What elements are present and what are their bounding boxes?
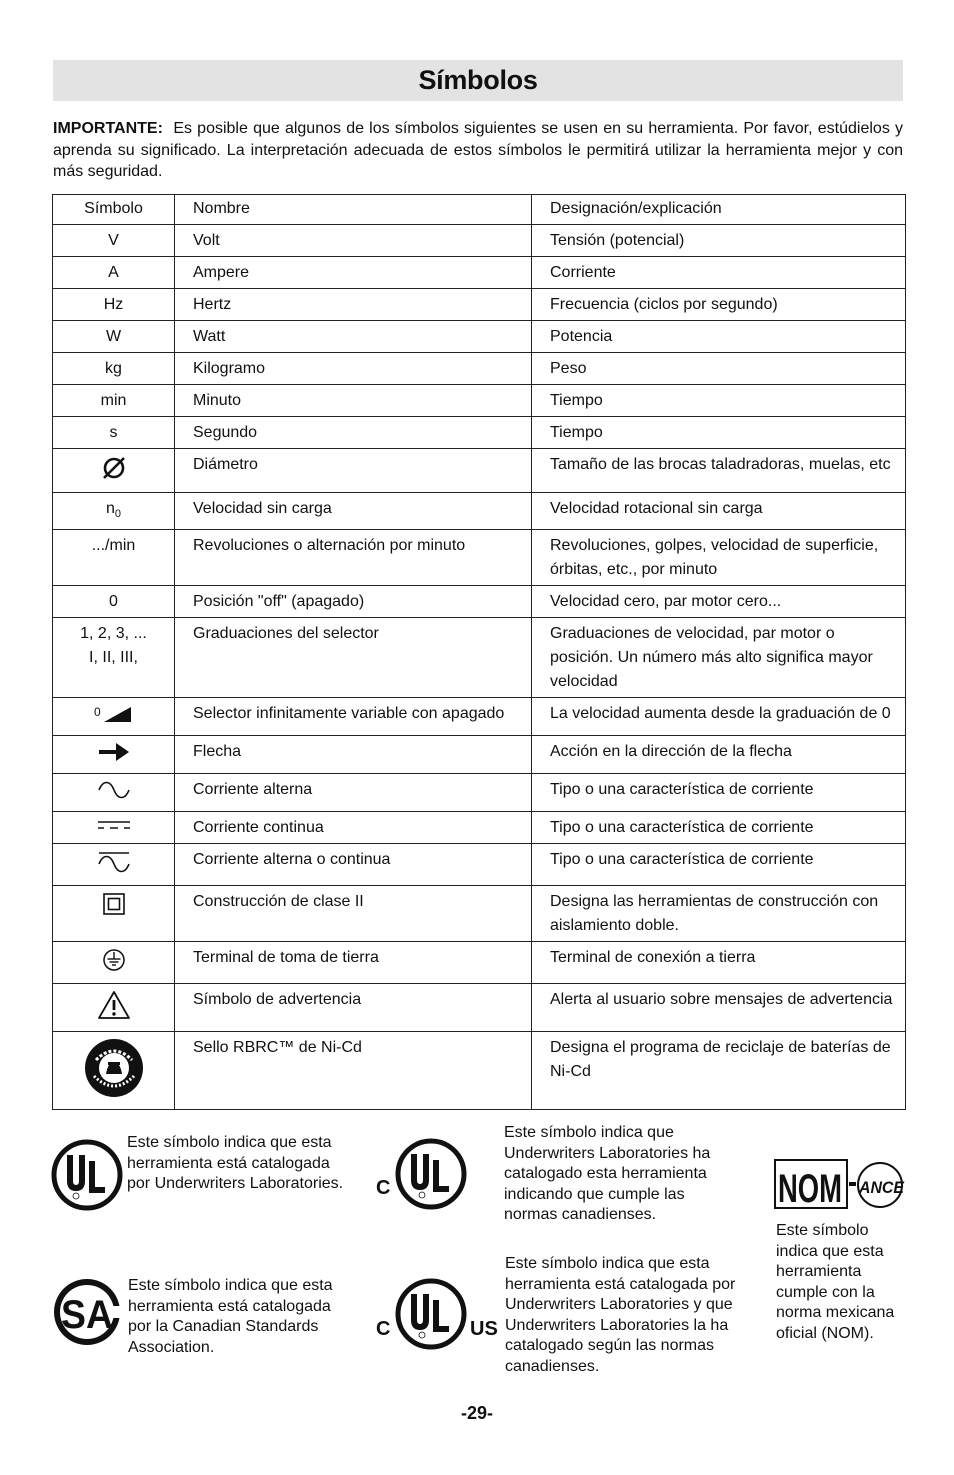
symbol-cell	[53, 321, 175, 353]
description-cell: Tamaño de las brocas taladradoras, muelas, etc	[532, 449, 906, 493]
symbol-text: 0	[109, 593, 118, 610]
description-cell: Designa las herramientas de construcción con aislamiento doble.	[532, 886, 906, 942]
symbol-text: s	[109, 424, 118, 441]
selector-zero-label: 0	[93, 705, 101, 719]
table-row	[53, 1032, 906, 1110]
name-cell: Sello RBRC™ de Ni-Cd	[175, 1032, 532, 1110]
name-cell: Velocidad sin carga	[175, 493, 532, 530]
name-cell: Minuto	[175, 385, 532, 417]
page-number: -29-	[460, 1403, 493, 1423]
table-row	[53, 530, 906, 586]
symbol-cell	[53, 984, 175, 1032]
table-row	[53, 449, 906, 493]
table-header-row	[53, 195, 906, 225]
intro-label: IMPORTANTE:	[53, 120, 163, 137]
description-cell: Tensión (potencial)	[532, 225, 906, 257]
c-ul-us-description: Este símbolo indica que esta herramienta está catalogada por Underwriters Laboratories y que Underwriters Laboratories la ha catalogado según las normas canadienses.	[505, 1255, 736, 1375]
symbol-cell	[53, 225, 175, 257]
symbol-text: 1, 2, 3, ...	[80, 625, 147, 642]
description-cell: La velocidad aumenta desde la graduación de 0	[532, 698, 906, 736]
table-row	[53, 586, 906, 618]
table-row	[53, 257, 906, 289]
name-cell: Posición "off" (apagado)	[175, 586, 532, 618]
symbol-text: A	[108, 264, 119, 281]
table-row	[53, 618, 906, 698]
intro-paragraph	[53, 118, 903, 183]
symbol-cell	[53, 1032, 175, 1110]
symbol-text: kg	[105, 360, 122, 377]
arrow-right-icon	[98, 740, 130, 762]
table-row	[53, 984, 906, 1032]
symbol-cell	[53, 886, 175, 942]
ground-terminal-icon	[102, 946, 126, 972]
name-cell: Watt	[175, 321, 532, 353]
description-cell: Tiempo	[532, 417, 906, 449]
header-symbol: Símbolo	[53, 195, 175, 225]
description-cell: Corriente	[532, 257, 906, 289]
symbol-cell	[53, 353, 175, 385]
name-cell: Flecha	[175, 736, 532, 774]
name-cell: Símbolo de advertencia	[175, 984, 532, 1032]
symbol-text: Hz	[103, 296, 124, 313]
description-cell: Acción en la dirección de la flecha	[532, 736, 906, 774]
symbol-text-roman: I, II, III,	[89, 649, 138, 666]
name-cell: Hertz	[175, 289, 532, 321]
name-cell: Corriente continua	[175, 812, 532, 844]
table-row	[53, 942, 906, 984]
diameter-icon	[101, 453, 127, 481]
name-cell: Segundo	[175, 417, 532, 449]
table-row	[53, 417, 906, 449]
ul-logo-icon	[51, 1139, 123, 1211]
symbol-cell	[53, 449, 175, 493]
c-ul-logo-icon	[376, 1137, 470, 1211]
symbol-text: n	[105, 500, 115, 517]
svg-text:US: US	[470, 1318, 498, 1340]
name-cell: Diámetro	[175, 449, 532, 493]
symbol-text: .../min	[91, 537, 136, 554]
table-row	[53, 886, 906, 942]
class-ii-icon	[102, 890, 126, 916]
table-row	[53, 225, 906, 257]
page-title: Símbolos	[418, 65, 538, 95]
description-cell: Tipo o una característica de corriente	[532, 774, 906, 812]
table-row	[53, 774, 906, 812]
ac-dc-icon	[97, 848, 131, 874]
description-cell: Designa el programa de reciclaje de baterías de Ni-Cd	[532, 1032, 906, 1110]
alternating-current-icon	[97, 778, 131, 800]
nom-description: Este símbolo indica que esta herramienta cumple con la norma mexicana oficial (NOM).	[776, 1222, 895, 1342]
intro-text: Es posible que algunos de los símbolos siguientes se usen en su herramienta. Por favor, estúdielos y aprenda su significado. La interpretación adecuada de estos símbolos le permitirá utilizar la herramienta mejor y con más seguridad.	[53, 120, 904, 180]
symbol-cell	[53, 493, 175, 530]
description-cell: Terminal de conexión a tierra	[532, 942, 906, 984]
symbol-cell	[53, 289, 175, 321]
description-cell: Frecuencia (ciclos por segundo)	[532, 289, 906, 321]
table-row	[53, 812, 906, 844]
symbol-cell	[53, 698, 175, 736]
header-description: Designación/explicación	[532, 195, 906, 225]
svg-text:SA: SA	[61, 1293, 113, 1337]
symbol-cell	[53, 618, 175, 698]
warning-triangle-icon	[97, 988, 131, 1020]
symbol-cell	[53, 774, 175, 812]
description-cell: Graduaciones de velocidad, par motor o posición. Un número más alto significa mayor velocidad	[532, 618, 906, 698]
symbol-cell	[53, 417, 175, 449]
direct-current-icon	[96, 816, 132, 832]
title-bar	[53, 60, 903, 101]
csa-logo-icon	[51, 1276, 123, 1348]
name-cell: Corriente alterna o continua	[175, 844, 532, 886]
name-cell: Kilogramo	[175, 353, 532, 385]
description-cell: Tiempo	[532, 385, 906, 417]
description-cell: Tipo o una característica de corriente	[532, 812, 906, 844]
symbol-subscript: 0	[114, 508, 122, 520]
symbol-cell	[53, 736, 175, 774]
symbol-cell	[53, 385, 175, 417]
symbol-text: min	[100, 392, 127, 409]
table-row	[53, 289, 906, 321]
name-cell: Revoluciones o alternación por minuto	[175, 530, 532, 586]
description-cell: Velocidad cero, par motor cero...	[532, 586, 906, 618]
symbol-text: V	[108, 232, 119, 249]
csa-description: Este símbolo indica que esta herramienta está catalogada por la Canadian Standards Association.	[128, 1277, 333, 1356]
variable-selector-icon	[94, 702, 134, 724]
name-cell: Volt	[175, 225, 532, 257]
table-row	[53, 321, 906, 353]
description-cell: Velocidad rotacional sin carga	[532, 493, 906, 530]
svg-text:C: C	[376, 1177, 391, 1199]
svg-text:C: C	[376, 1318, 391, 1340]
description-cell: Revoluciones, golpes, velocidad de superficie, órbitas, etc., por minuto	[532, 530, 906, 586]
table-row	[53, 698, 906, 736]
svg-text:ANCE: ANCE	[858, 1178, 905, 1197]
symbol-cell	[53, 942, 175, 984]
symbol-cell	[53, 586, 175, 618]
description-cell: Peso	[532, 353, 906, 385]
table-row	[53, 493, 906, 530]
nom-ance-logo-icon	[774, 1158, 906, 1210]
name-cell: Construcción de clase II	[175, 886, 532, 942]
symbol-cell	[53, 257, 175, 289]
ul-description: Este símbolo indica que esta herramienta está catalogada por Underwriters Laboratories.	[127, 1134, 344, 1192]
symbol-cell	[53, 812, 175, 844]
table-row	[53, 353, 906, 385]
description-cell: Alerta al usuario sobre mensajes de advertencia	[532, 984, 906, 1032]
table-row	[53, 844, 906, 886]
table-row	[53, 385, 906, 417]
name-cell: Terminal de toma de tierra	[175, 942, 532, 984]
symbol-cell	[53, 530, 175, 586]
c-ul-us-logo-icon	[376, 1277, 500, 1351]
rbrc-seal-icon	[84, 1036, 144, 1098]
name-cell: Graduaciones del selector	[175, 618, 532, 698]
name-cell: Corriente alterna	[175, 774, 532, 812]
symbol-cell	[53, 844, 175, 886]
description-cell: Tipo o una característica de corriente	[532, 844, 906, 886]
name-cell: Selector infinitamente variable con apagado	[175, 698, 532, 736]
symbols-table	[52, 194, 906, 1110]
c-ul-description: Este símbolo indica que Underwriters Laboratories ha catalogado esta herramienta indicando que cumple las normas canadienses.	[504, 1124, 711, 1223]
symbol-text: W	[105, 328, 122, 345]
svg-text:NOM: NOM	[778, 1167, 842, 1210]
header-name: Nombre	[175, 195, 532, 225]
description-cell: Potencia	[532, 321, 906, 353]
name-cell: Ampere	[175, 257, 532, 289]
table-row	[53, 736, 906, 774]
